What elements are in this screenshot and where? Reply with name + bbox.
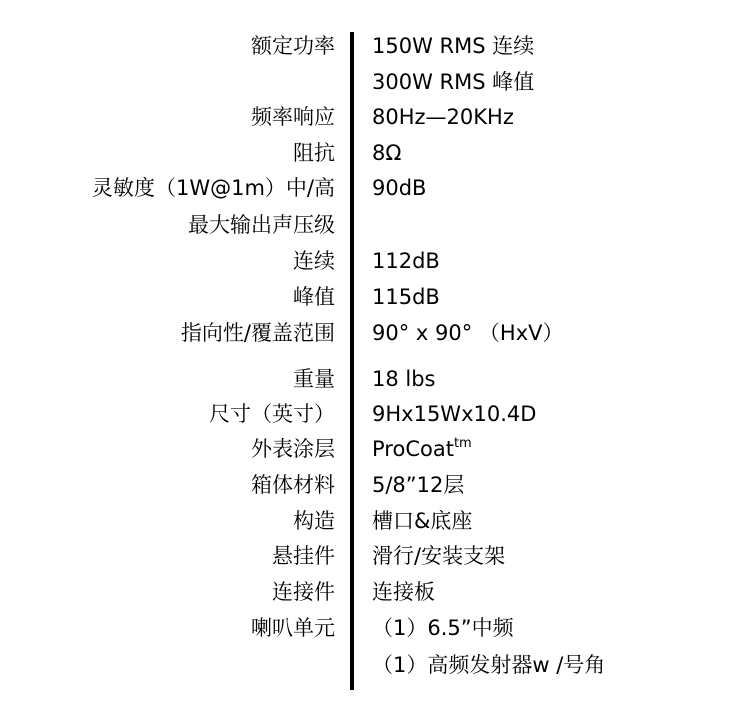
connectors-value: 连接板: [372, 580, 435, 604]
frequency-response-value: 80Hz—20KHz: [372, 105, 514, 129]
peak-label: 峰值: [293, 285, 335, 309]
enclosure-label: 箱体材料: [251, 473, 335, 497]
finish-label: 外表涂层: [251, 437, 335, 461]
impedance-label: 阻抗: [293, 141, 335, 165]
peak-value: 115dB: [372, 285, 440, 309]
construction-value: 槽口&底座: [372, 509, 473, 533]
rigging-value: 滑行/安装支架: [372, 544, 506, 568]
rigging-label: 悬挂件: [272, 544, 335, 568]
construction-label: 构造: [293, 509, 335, 533]
driver-high-value: （1）高频发射器w /号角: [372, 653, 606, 677]
impedance-value: 8Ω: [372, 141, 402, 165]
connectors-label: 连接件: [272, 580, 335, 604]
driver-mid-value: （1）6.5”中频: [372, 616, 514, 640]
dimensions-label: 尺寸（英寸）: [209, 402, 335, 426]
enclosure-value: 5/8”12层: [372, 473, 465, 497]
sensitivity-label: 灵敏度（1W@1m）中/高: [91, 176, 335, 200]
max-spl-label: 最大输出声压级: [188, 213, 335, 237]
sensitivity-value: 90dB: [372, 176, 427, 200]
continuous-value: 112dB: [372, 249, 440, 273]
frequency-response-label: 频率响应: [251, 105, 335, 129]
vertical-divider: [350, 32, 354, 690]
coverage-value: 90° x 90° （HxV）: [372, 321, 564, 345]
coverage-label: 指向性/覆盖范围: [180, 321, 335, 345]
dimensions-value: 9Hx15Wx10.4D: [372, 402, 537, 426]
rated-power-label: 额定功率: [251, 34, 335, 58]
rated-power-continuous-value: 150W RMS 连续: [372, 34, 535, 58]
weight-value: 18 lbs: [372, 367, 436, 391]
drivers-label: 喇叭单元: [251, 616, 335, 640]
finish-value: [372, 436, 472, 462]
continuous-label: 连续: [293, 249, 335, 273]
finish-brand: ProCoat: [372, 437, 454, 461]
trademark-superscript: tm: [453, 436, 472, 451]
weight-label: 重量: [293, 367, 335, 391]
rated-power-peak-value: 300W RMS 峰值: [372, 70, 535, 94]
